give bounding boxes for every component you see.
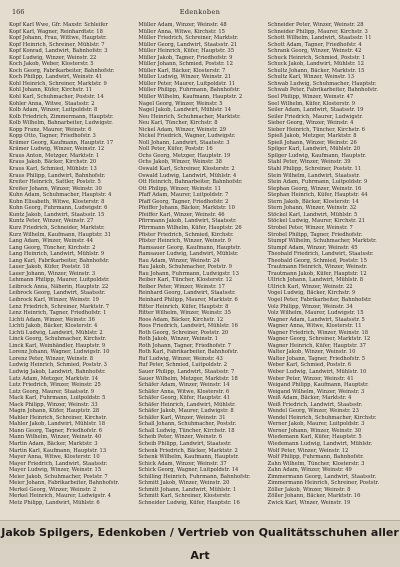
directory-entry: Zahn Adam, Winzer, Weinstr. 49 (267, 467, 352, 474)
directory-entry: Kopp Franz, Maurer, Weinstr. 6 (9, 126, 92, 133)
directory-entry: Ott Heinrich, Bahnarbeiter, Bahnhofstr. (138, 179, 243, 186)
directory-entry: Vogel Ludwig, Bäcker, Kirchstr. 9 (267, 290, 356, 297)
directory-entry: Schäfer Anna, Witwe, Klosterstr. 6 (138, 388, 230, 395)
directory-entry: Reiber Karl, Tüncher, Klosterstr. 12 (138, 277, 233, 284)
directory-entry: Lutz Georg, Maurer, Staatsstr. 9 (9, 388, 95, 395)
directory-entry: Volz Philipp, Winzer, Weinstr. 34 (267, 303, 353, 310)
directory-entry: Kuhn Elisabeth, Witwe, Klosterstr. 8 (9, 198, 105, 205)
directory-entry: Wendel Heinrich, Schuhmacher, Kirchstr. (267, 414, 377, 421)
directory-entry: Roth Georg, Schreiner, Poststr. 20 (138, 329, 229, 336)
directory-entry: Pfirrmann Wilhelm, Küfer, Hauptstr. 26 (138, 224, 242, 231)
directory-entry: Kopf Ludwig, Winzer, Weinstr. 22 (9, 54, 97, 61)
directory-entry: Kuntz Jakob, Landwirt, Staatsstr. 15 (9, 211, 105, 218)
directory-entry: Trautmann Jakob, Küfer, Hauptstr. 12 (267, 270, 367, 277)
directory-entry: Nickel Adam, Winzer, Weinstr. 29 (138, 126, 227, 133)
directory-entry: Schick Georg, Wagner, Luitpoldstr. 14 (138, 467, 239, 474)
directory-entry: Stein Adam, Fuhrmann, Luitpoldstr. 9 (267, 179, 368, 186)
directory-entry: Weigand Wilhelm, Winzer, Weinstr. 3 (267, 388, 365, 395)
directory-entry: Pfister Friedrich, Schmied, Kirchstr. (138, 231, 234, 238)
directory-entry: Lang Heinrich, Landwirt, Mühlstr. 9 (9, 251, 105, 258)
directory-entry: Sieber Georg, Winzer, Weinstr. 4 (267, 120, 354, 127)
directory-entry: Martin Adam, Bäcker, Marktstr. 3 (9, 441, 98, 447)
footer-advertisement: Jakob Spilgers, Edenkoben / Vertrieb von Qualitätsschuhen aller Art (0, 520, 400, 544)
directory-entry: Metz Philipp, Landwirt, Mühlstr. 6 (9, 499, 100, 506)
directory-entry: Mann Georg, Tagner, Friedhofstr. 6 (9, 427, 103, 434)
directory-entry: Pfirrmann Jakob, Landwirt, Staatsstr. (138, 218, 237, 225)
directory-entry: Wolf Peter, Winzer, Weinstr. 12 (267, 447, 349, 454)
directory-entry: Stein Wilhelm, Landwirt, Staatsstr. (267, 172, 360, 179)
page-number: 166 (12, 8, 25, 16)
directory-entry: Ruf Ludwig, Winzer, Weinstr. 43 (138, 355, 223, 362)
directory-entry: Stöckel Ludwig, Maurer, Kirchstr. 21 (267, 218, 365, 225)
directory-entry: Stephan Heinrich, Küfer, Hauptstr. 44 (267, 192, 368, 199)
directory-entry: Lenz Heinrich, Tagner, Friedhofstr. 1 (9, 310, 107, 317)
directory-entry: Ludwig Heinrich, Schmied, Poststr. 3 (9, 362, 107, 369)
directory-entry: Ritter Heinrich, Küfer, Hauptstr. 8 (138, 303, 229, 310)
directory-entry: Kraus Anton, Metzger, Marktstr. 1 (9, 152, 100, 159)
directory-entry: Weiß Friedrich, Landwirt, Staatsstr. (267, 401, 363, 408)
directory-entry: Rau Johann, Fuhrmann, Ludwigstr. 13 (138, 270, 239, 277)
directory-entry: Weiß Adam, Bäcker, Marktstr. 4 (267, 395, 352, 402)
directory-entry: Stumpf Adam, Winzer, Weinstr. 45 (267, 244, 358, 251)
directory-entry: Zahn Wilhelm, Tüncher, Klosterstr. 3 (267, 460, 365, 467)
directory-entry: Nagel Georg, Winzer, Weinstr. 5 (138, 100, 223, 107)
directory-entry: Wagner Adam, Landwirt, Staatsstr. 5 (267, 316, 365, 323)
directory-entry: Lichti Adam, Winzer, Weinstr. 36 (9, 316, 95, 323)
directory-entry: Schwab Peter, Fabrikarbeiter, Bahnhofstr. (267, 87, 378, 94)
directory-entry: Stumpf Wilhelm, Schuhmacher, Marktstr. (267, 238, 377, 245)
directory-entry: Strobel Peter, Winzer, Weinstr. 7 (267, 224, 353, 231)
directory-entry: Kraus Philipp, Landwirt, Bahnhofstr. (9, 172, 106, 179)
directory-entry: Ritter Wilhelm, Winzer, Weinstr. 35 (138, 310, 231, 317)
directory-entry: Nagel Jakob, Landwirt, Mühlstr. 14 (138, 107, 232, 114)
directory-entry: Volz Wilhelm, Maurer, Ludwigstr. 15 (267, 310, 364, 317)
directory-entry: Zwick Karl, Winzer, Weinstr. 19 (267, 499, 351, 506)
directory-entry: Kreiter Johann, Winzer, Weinstr. 30 (9, 185, 102, 192)
directory-entry: Magin Johann, Küfer, Hauptstr. 28 (9, 408, 100, 415)
directory-entry: Meier Johann, Fabrikarbeiter, Bahnhofstr. (9, 480, 120, 487)
directory-entry: Pfaff Adam, Maurer, Luitpoldstr. 7 (138, 192, 229, 199)
directory-entry: Müller Friedrich, Schreiner, Marktstr. (138, 35, 239, 42)
directory-entry: Pfeiffer Karl, Winzer, Weinstr. 46 (138, 211, 225, 218)
directory-entry: Theobald Friedrich, Landwirt, Staatsstr. (267, 251, 374, 258)
directory-entry: Lorenz Peter, Winzer, Weinstr. 8 (9, 355, 94, 362)
directory-entry: Kuntz Peter, Winzer, Weinstr. 27 (9, 218, 94, 225)
directory-entry: Zöller Johann, Bäcker, Marktstr. 16 (267, 493, 361, 500)
directory-entry: Werner Johann, Winzer, Weinstr. 30 (267, 427, 362, 434)
directory-entry: Spilger Ludwig, Kaufmann, Hauptstr. (267, 152, 367, 159)
directory-entry: Lang Georg, Tüncher, Kirchstr. 2 (9, 244, 96, 251)
directory-entry: Scheib Philipp, Landwirt, Staatsstr. (138, 441, 232, 447)
directory-entry: Ochs Jakob, Winzer, Weinstr. 38 (138, 159, 222, 166)
directory-entry: Kraus Karl, Schmied, Mühlstr. 13 (9, 166, 97, 173)
directory-entry: Lutz Adam, Metzger, Marktstr. 14 (9, 375, 99, 382)
directory-entry: Oswald Karl, Schreiner, Klosterstr. 2 (138, 166, 235, 173)
directory-entry: Müller Philipp, Fuhrmann, Bahnhofstr. (138, 87, 241, 94)
directory-entry: Ullrich Karl, Winzer, Weinstr. 22 (267, 283, 353, 290)
directory-entry: Lehmann Philipp, Maurer, Luitpoldstr. (9, 277, 110, 284)
directory-entry: Sauer Philipp, Landwirt, Staatsstr. 7 (138, 368, 235, 375)
directory-entry: Lang Karl, Fabrikarbeiter, Bahnhofstr. (9, 257, 110, 264)
directory-entry: Lenz Friedrich, Schreiner, Marktstr. 7 (9, 303, 110, 310)
directory-entry: Müller Karl, Bäcker, Klosterstr. 7 (138, 67, 226, 74)
directory-entry: Kopp Otto, Tagner, Friedhofstr. 3 (9, 133, 96, 140)
directory-entry: Weber Karl, Schmied, Poststr. 6 (267, 362, 352, 369)
directory-entry: Schneider Peter, Winzer, Weinstr. 28 (267, 22, 364, 28)
directory-entry: Schott Wilhelm, Landwirt, Staatsstr. 11 (267, 35, 372, 42)
directory-entry: Vogel Peter, Fabrikarbeiter, Bahnhofstr. (267, 296, 372, 303)
directory-entry: Kurz Wilhelm, Kaufmann, Hauptstr. 31 (9, 231, 111, 238)
directory-entry: Schultz Johann, Bäcker, Marktstr. 15 (267, 67, 365, 74)
directory-entry: Kolb Adam, Winzer, Luitpoldstr. 8 (9, 107, 98, 114)
directory-entry: Kuhn Adam, Schuhmacher, Hauptstr. 4 (9, 192, 112, 199)
directory-entry: Seiler Adam, Landwirt, Staatsstr. 19 (267, 107, 364, 114)
directory-entry: Müller Ludwig, Winzer, Weinstr. 21 (138, 74, 232, 81)
directory-entry: Schenk Wilhelm, Kaufmann, Hauptstr. (138, 454, 240, 461)
directory-entry: Martin Karl, Kaufmann, Hauptstr. 13 (9, 447, 107, 454)
directory-entry: Meier Jakob, Schuhmacher, Poststr. 7 (9, 473, 108, 480)
directory-entry: Linck Georg, Schuhmacher, Kirchstr. (9, 336, 107, 343)
directory-entry: Lauer Jakob, Küfer, Poststr. 18 (9, 264, 90, 271)
directory-entry: Schäfer Adam, Winzer, Weinstr. 14 (138, 382, 230, 389)
directory-entry: Noll Johann, Landwirt, Staatsstr. 3 (138, 139, 230, 146)
directory-entry: Lichti Jakob, Bäcker, Klosterstr. 4 (9, 323, 98, 330)
directory-entry: Zimmermann Georg, Landwirt, Staatsstr. (267, 473, 377, 480)
directory-entry: Schick Adam, Winzer, Weinstr. 37 (138, 460, 227, 467)
directory-entry: Kohl Johann, Küfer, Kirchstr. 11 (9, 87, 93, 94)
directory-entry: Ramsauer Ludwig, Landwirt, Mühlstr. (138, 251, 239, 258)
directory-entry: Ott Philipp, Winzer, Weinstr. 11 (138, 185, 221, 192)
directory-entry: Scheib Peter, Winzer, Weinstr. 6 (138, 434, 222, 441)
directory-entry: Mahler Jakob, Landwirt, Mühlstr. 18 (9, 421, 106, 428)
directory-entry: Lang Adam, Winzer, Weinstr. 44 (9, 238, 94, 245)
directory-entry: Müller Anna, Witwe, Kirchstr. 15 (138, 28, 225, 35)
directory-entry: Spieß Jakob, Metzger, Marktstr. 8 (267, 133, 357, 140)
directory-entry: Mayer Anna, Witwe, Klosterstr. 10 (9, 454, 100, 461)
directory-entry: Kraus Jakob, Bäcker, Kirchstr. 20 (9, 159, 97, 166)
directory-entry: Schall Johann, Schuhmacher, Poststr. (138, 421, 237, 428)
directory-entry: Nickel Friedrich, Wagner, Ludwigstr. (138, 133, 236, 140)
directory-entry: Schäfer Heinrich, Landwirt, Mühlstr. (138, 401, 236, 408)
directory-entry: Schott Adam, Tagner, Friedhofstr. 4 (267, 41, 362, 48)
directory-entry: Koch Philipp, Landwirt, Weinstr. 41 (9, 74, 103, 81)
directory-entry: Kurz Friedrich, Schneider, Marktstr. (9, 224, 105, 231)
directory-entry: Müller Wilhelm, Kaufmann, Hauptstr. 2 (138, 94, 243, 101)
directory-entry: Theobald Georg, Schmied, Poststr. 15 (267, 257, 367, 264)
directory-entry: Linck Karl, Weinhändler, Hauptstr. 9 (9, 342, 106, 349)
directory-entry: Roth Karl, Fabrikarbeiter, Bahnhofstr. (138, 349, 239, 356)
directory-entry: Kopf Karl Wwe, Gfr. Maxstr. Schleifer (9, 22, 108, 28)
directory-entry: Krämer Georg, Kaufmann, Hauptstr. 17 (9, 139, 114, 146)
directory-entry: Kohler Anna, Witwe, Staatsstr. 2 (9, 100, 95, 107)
directory-entry: Schuck Jakob, Landwirt, Mühlstr. 12 (267, 61, 364, 68)
directory-entry: Lauer Johann, Winzer, Weinstr. 3 (9, 270, 96, 277)
directory-entry: Stahl Philipp, Schreiner, Poststr. 11 (267, 166, 362, 173)
directory-entry: Lichti Ludwig, Landwirt, Mühlstr. 2 (9, 329, 103, 336)
directory-entry: Krämer Ludwig, Winzer, Weinstr. 12 (9, 146, 105, 153)
directory-entry: Wagner Heinrich, Küfer, Hauptstr. 37 (267, 342, 366, 349)
directory-entry: Müller Adam, Winzer, Weinstr. 48 (138, 22, 227, 28)
directory-entry: Müller Peter, Maurer, Luitpoldstr. 11 (138, 80, 236, 87)
directory-entry: Müller Georg, Landwirt, Staatsstr. 21 (138, 41, 238, 48)
directory-entry: Neu Karl, Tüncher, Kirchstr. 8 (138, 120, 218, 127)
directory-entry: Schmitt Jakob, Winzer, Weinstr. 20 (138, 480, 230, 487)
directory-entry: Walter Johann, Tagner, Friedhofstr. 5 (267, 355, 366, 362)
directory-entry: Kolb Friedrich, Zimmermann, Hauptstr. (9, 113, 114, 120)
directory-entry: Weber Peter, Winzer, Weinstr. 41 (267, 375, 354, 382)
directory-entry: Walter Jakob, Winzer, Weinstr. 10 (267, 349, 356, 356)
directory-entry: Schmitt Johann, Landwirt, Mühlstr. 1 (138, 486, 237, 493)
directory-entry: Roos Adam, Bäcker, Kirchstr. 12 (138, 316, 224, 323)
directory-entry: Mayer Ludwig, Winzer, Weinstr. 15 (9, 467, 102, 474)
directory-entry: Schäfer Georg, Küfer, Hauptstr. 41 (138, 395, 230, 402)
directory-entry: Schwab Ludwig, Schuhmacher, Hauptstr. (267, 80, 377, 87)
directory-entry: Oswald Ludwig, Landwirt, Mühlstr. 4 (138, 172, 237, 179)
directory-entry: Stephan Georg, Winzer, Weinstr. 16 (267, 185, 362, 192)
directory-entry: Kohl Karl, Schuhmacher, Poststr. 14 (9, 94, 104, 101)
directory-entry: Seel Philipp, Winzer, Weinstr. 47 (267, 94, 354, 101)
directory-entry: Kopf Konrad, Landwirt, Bahnhofstr. 3 (9, 48, 108, 55)
directory-entry: Ochs Georg, Metzger, Hauptstr. 19 (138, 152, 231, 159)
directory-entry: Reinhard Georg, Landwirt, Staatsstr. (138, 290, 236, 297)
directory-entry: Werner Jakob, Maurer, Luitpoldstr. 3 (267, 421, 365, 428)
directory-entry: Trautmann Heinrich, Winzer, Weinstr. (267, 264, 368, 271)
directory-entry: Mack Philipp, Winzer, Weinstr. 33 (9, 401, 98, 408)
directory-entry: Roth Johann, Tagner, Friedhofstr. 7 (138, 342, 231, 349)
directory-entry: Merkel Heinrich, Maurer, Ludwigstr. 4 (9, 493, 111, 500)
directory-entry: Zöller Jakob, Winzer, Weinstr. 8 (267, 486, 351, 493)
directory-entry: Reinhard Philipp, Maurer, Marktstr. 6 (138, 296, 238, 303)
directory-entry: Noll Peter, Küfer, Poststr. 16 (138, 146, 213, 153)
directory-entry: Seel Wilhelm, Küfer, Klosterstr. 9 (267, 100, 356, 107)
directory-column-2 (137, 22, 262, 518)
directory-entry: Müller Jakob, Tagner, Friedhofstr. 9 (138, 54, 233, 61)
directory-entry: Leibrock Karl, Winzer, Weinstr. 19 (9, 296, 99, 303)
directory-entry: Merkel Georg, Winzer, Weinstr. 2 (9, 486, 97, 493)
directory-entry: Stern Johann, Winzer, Weinstr. 32 (267, 205, 357, 212)
directory-entry: Lutz Friedrich, Winzer, Weinstr. 25 (9, 382, 101, 389)
directory-entry: Kuhn Georg, Fuhrmann, Ludwigstr. 6 (9, 205, 108, 212)
directory-entry: Rau Jakob, Schuhmacher, Poststr. 9 (138, 264, 232, 271)
running-head: Edenkoben (179, 8, 221, 16)
directory-entry: Mayer Friedrich, Landwirt, Staatsstr. (9, 460, 108, 467)
directory-entry: Schäfer Karl, Winzer, Weinstr. 31 (138, 414, 226, 421)
directory-entry: Wolf Philipp, Fuhrmann, Bahnhofstr. (267, 454, 364, 461)
directory-entry: Schenk Friedrich, Bäcker, Marktstr. 2 (138, 447, 238, 454)
directory-entry: Strobel Philipp, Tagner, Friedhofstr. (267, 231, 363, 238)
directory-entry: Neu Heinrich, Schuhmacher, Marktstr. (138, 113, 241, 120)
directory-entry: Wiedemann Ludwig, Landwirt, Mühlstr. (267, 441, 373, 447)
directory-entry: Schneider Ludwig, Küfer, Hauptstr. 16 (138, 499, 240, 506)
directory-entry: Schmitt Karl, Schreiner, Klosterstr. (138, 493, 231, 500)
directory-entry: Spilger Karl, Landwirt, Mühlstr. 20 (267, 146, 361, 153)
directory-entry: Spieß Johann, Winzer, Weinstr. 26 (267, 139, 357, 146)
directory-entry: Schrank Georg, Winzer, Weinstr. 42 (267, 48, 362, 55)
directory-entry: Ruf Peter, Schmied, Luitpoldstr. 2 (138, 362, 228, 369)
directory-entry: Lorenz Johann, Wagner, Ludwigstr. 10 (9, 349, 110, 356)
directory-entry: Ludwig Jakob, Landwirt, Bahnhofstr. (9, 368, 106, 375)
directory-entry: Kopf Karl, Wagner, Reinhardtstr. 18 (9, 28, 103, 35)
directory-entry: Kopf Heinrich, Schreiner, Mühlstr. 7 (9, 41, 105, 48)
directory-entry: Schultz Karl, Winzer, Weinstr. 13 (267, 74, 355, 81)
directory-entry: Müller Johann, Schmied, Poststr. 12 (138, 61, 233, 68)
directory-entry: Schuck Heinrich, Schmied, Poststr. 1 (267, 54, 366, 61)
directory-entry: Müller Heinrich, Küfer, Hauptstr. 35 (138, 48, 234, 55)
directory-entry: Kolb Wilhelm, Bahnarbeiter, Ludwigstr. (9, 120, 113, 127)
directory-entry: Roth Jakob, Winzer, Weinstr. 1 (138, 336, 218, 343)
directory-entry: Mann Wilhelm, Winzer, Weinstr. 40 (9, 434, 102, 441)
directory-entry: Schäfer Jakob, Maurer, Ludwigstr. 8 (138, 408, 234, 415)
directory-entry: Weigand Philipp, Kaufmann, Hauptstr. (267, 382, 369, 389)
directory-entry: Seiler Friedrich, Maurer, Ludwigstr. (267, 113, 363, 120)
directory-entry: Koch Georg, Fabrikarbeiter, Bahnhofstr. (9, 67, 115, 74)
directory-entry: Wiedemann Karl, Küfer, Hauptstr. 5 (267, 434, 362, 441)
directory-entry: Pfaff Georg, Tagner, Friedhofstr. 2 (138, 198, 229, 205)
directory-entry: Wendel Georg, Winzer, Weinstr. 23 (267, 408, 359, 415)
directory-entry: Reiber Peter, Winzer, Weinstr. 17 (138, 283, 225, 290)
directory-entry: Leibrock Georg, Landwirt, Staatsstr. (9, 290, 106, 297)
directory-entry: Stern Jakob, Bäcker, Klosterstr. 14 (267, 198, 359, 205)
directory-entry: Wagner Anna, Witwe, Klosterstr. 11 (267, 323, 362, 330)
directory-entry: Wagner Georg, Schreiner, Marktstr. 12 (267, 336, 371, 343)
directory-entry: Mahler Heinrich, Schreiner, Kirchstr. (9, 414, 108, 421)
directory-entry: Weber Ludwig, Landwirt, Mühlstr. 10 (267, 368, 367, 375)
directory-entry: Sieber Heinrich, Tüncher, Kirchstr. 6 (267, 126, 365, 133)
directory-entry: Leibrock Anna, Näherin, Hauptstr. 22 (9, 283, 109, 290)
directory-entry: Stöckel Karl, Landwirt, Mühlstr. 5 (267, 211, 358, 218)
directory-columns (8, 22, 392, 518)
directory-entry: Roos Friedrich, Landwirt, Mühlstr. 16 (138, 323, 238, 330)
directory-entry: Zimmermann Heinrich, Schreiner, Poststr. (267, 480, 380, 487)
directory-entry: Stahl Peter, Winzer, Weinstr. 39 (267, 159, 351, 166)
directory-column-3 (267, 22, 392, 518)
directory-entry: Ramsauer Georg, Kaufmann, Hauptstr. (138, 244, 241, 251)
directory-entry: Pfeiffer Johann, Bäcker, Marktstr. 10 (138, 205, 235, 212)
directory-entry: Sauer Wilhelm, Metzger, Marktstr. 18 (138, 375, 238, 382)
directory-entry: Schall Ludwig, Tüncher, Kirchstr. 18 (138, 427, 235, 434)
directory-entry: Wagner Friedrich, Winzer, Weinstr. 18 (267, 329, 369, 336)
directory-entry: Pfister Heinrich, Winzer, Weinstr. 9 (138, 238, 231, 245)
directory-entry: Koch Jakob, Weber, Klosterstr. 5 (9, 61, 94, 68)
directory-entry: Rau Adam, Winzer, Weinstr. 24 (138, 257, 220, 264)
directory-entry: Mack Karl, Fuhrmann, Luitpoldstr. 5 (9, 395, 106, 402)
directory-column-1 (8, 22, 133, 518)
directory-entry: Kohl Heinrich, Schreiner, Marktstr. 9 (9, 80, 107, 87)
directory-entry: Kreiter Heinrich, Sattler, Poststr. 5 (9, 179, 101, 186)
directory-entry: Kopf Johann, Frau, Wittwe, Hauptstr. (9, 35, 107, 42)
page-header (8, 6, 392, 18)
directory-entry: Schilling Heinrich, Fuhrmann, Bahnhofstr. (138, 473, 251, 480)
directory-entry: Ullrich Johann, Landwirt, Mühlstr. 8 (267, 277, 364, 284)
directory-entry: Schneider Philipp, Maurer, Kirchstr. 3 (267, 28, 368, 35)
